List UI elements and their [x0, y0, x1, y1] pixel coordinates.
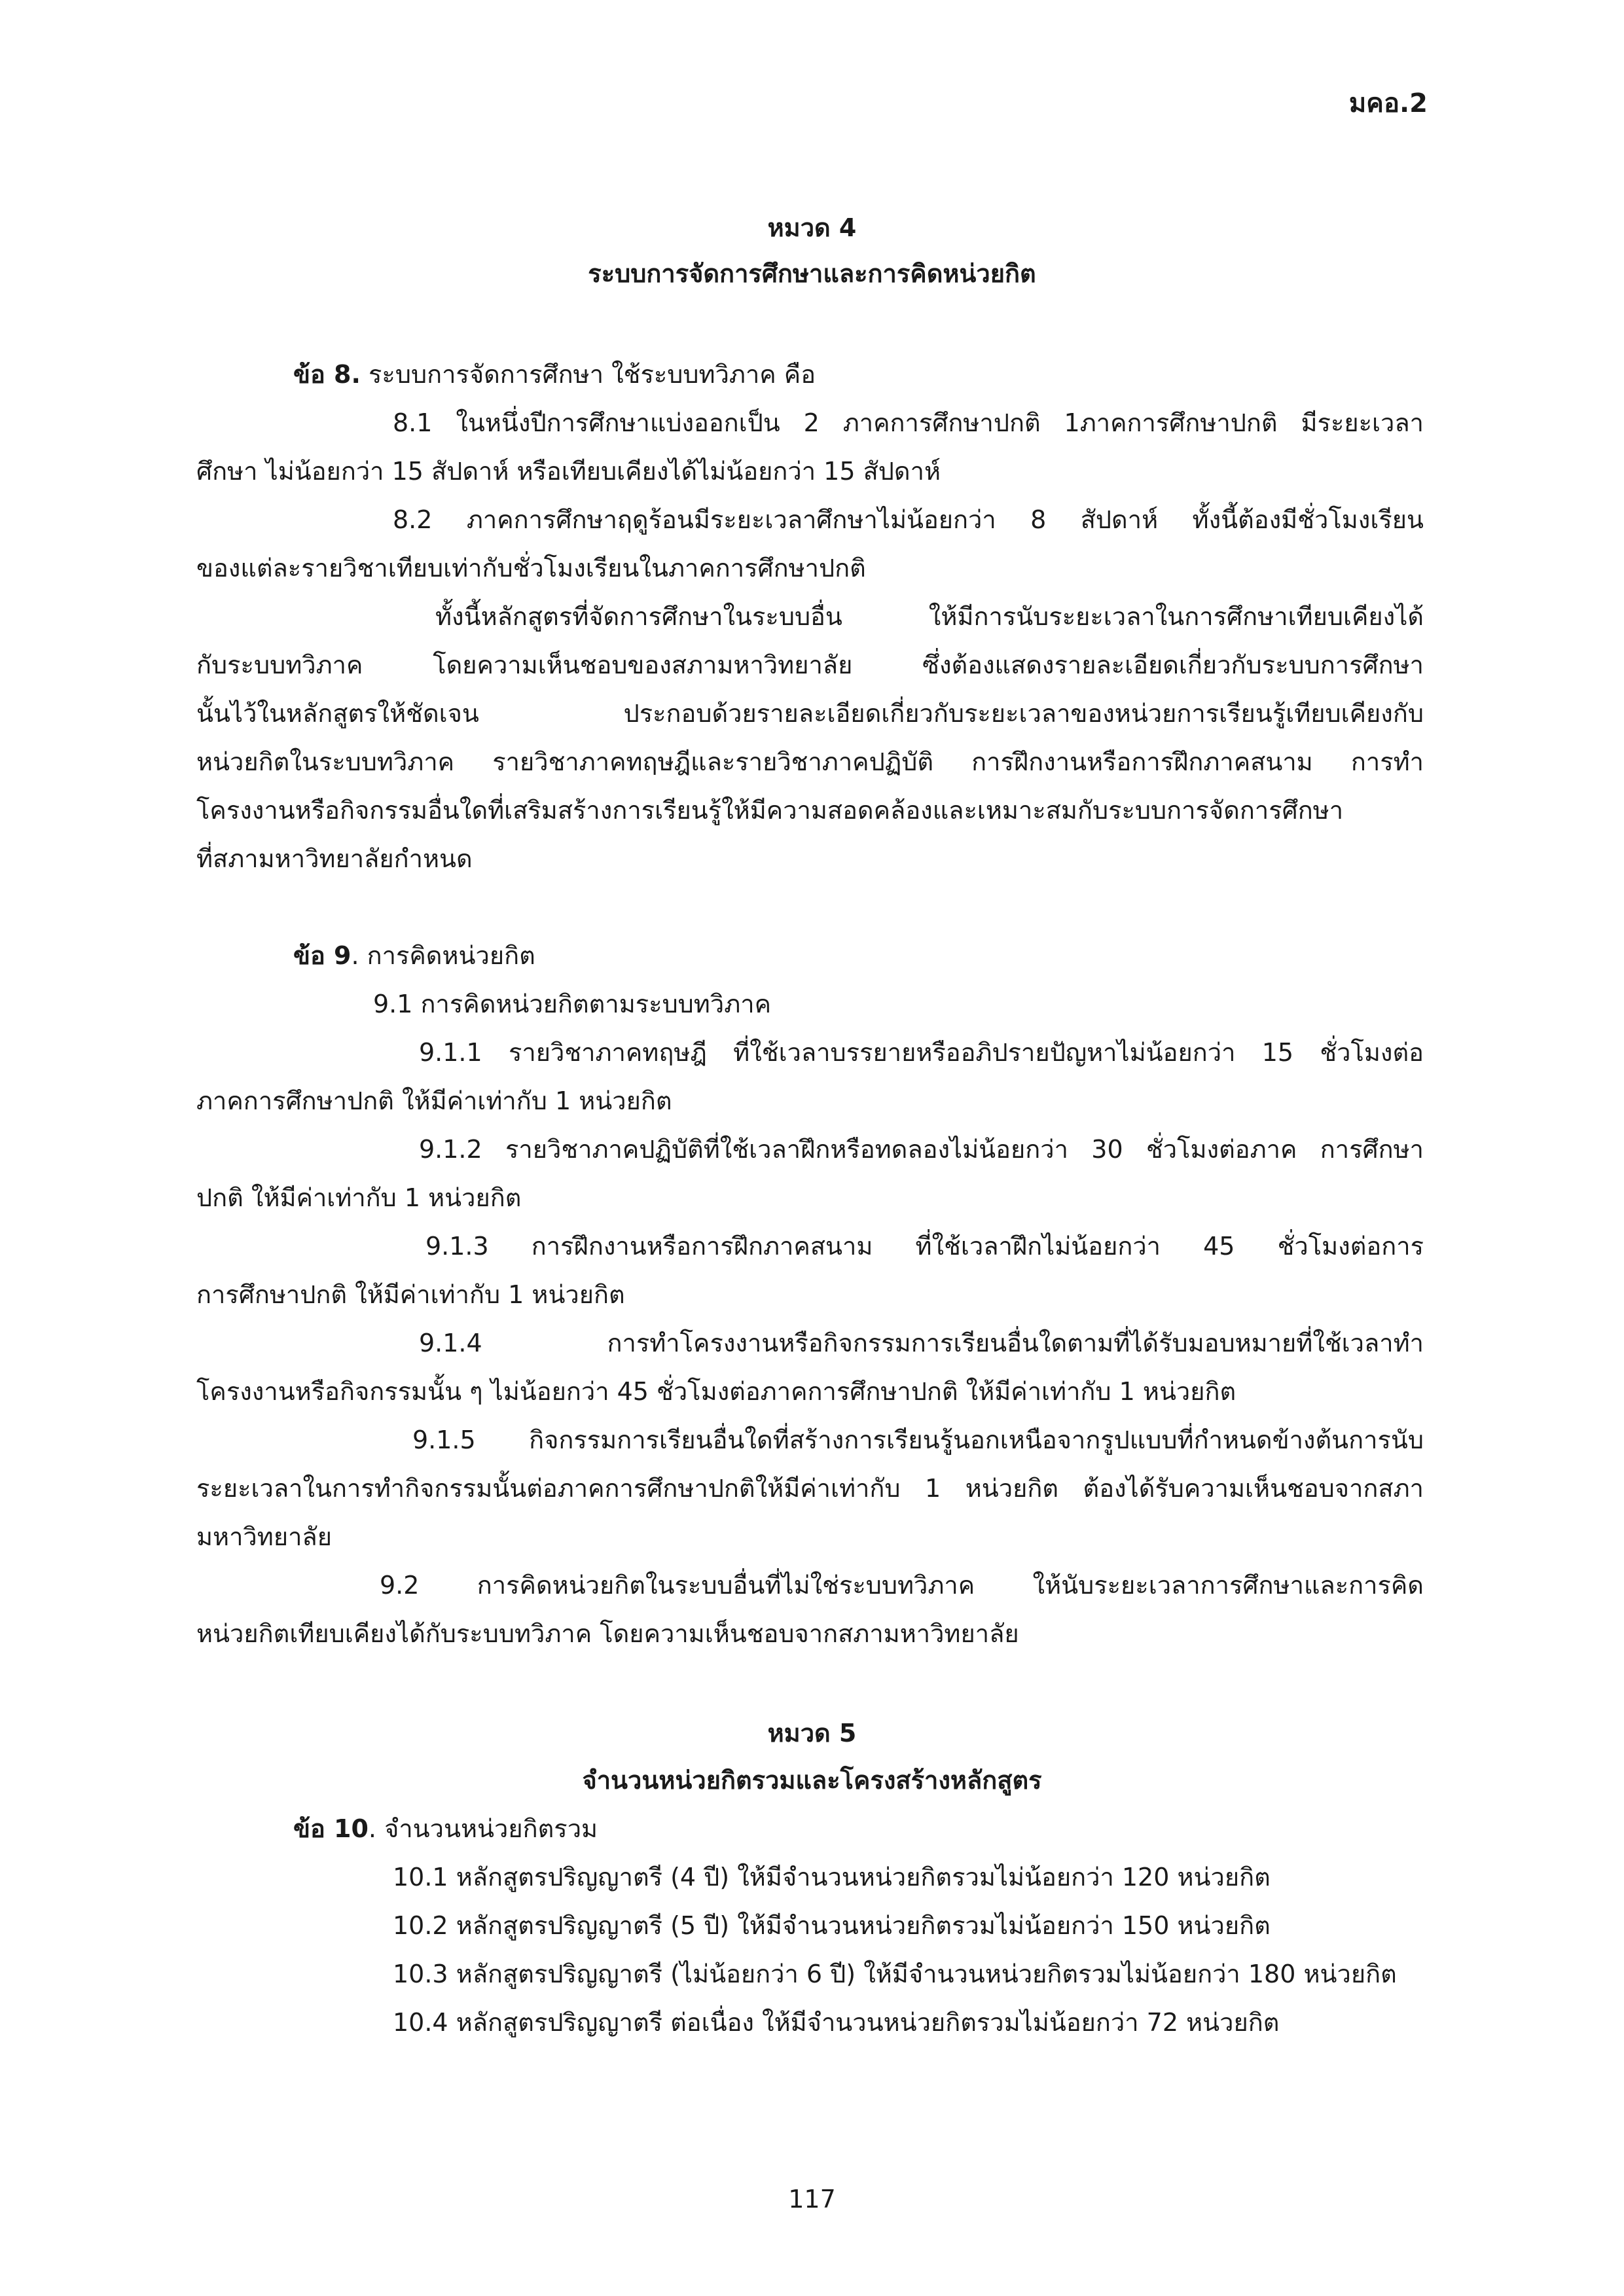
- list-item-10-1: 10.1 หลักสูตรปริญญาตรี (4 ปี) ให้มีจำนวนหน่วยกิตรวมไม่น้อยกว่า 120 หน่วยกิต: [393, 1863, 1271, 1892]
- clause-9-label: ข้อ 9: [293, 941, 352, 970]
- para-9-1-1-line2: ภาคการศึกษาปกติ ให้มีค่าเท่ากับ 1 หน่วยกิต: [196, 1086, 672, 1115]
- clause-9: [293, 936, 535, 975]
- clause-8: [293, 355, 816, 394]
- para-9-1-3-line1: 9.1.3 การฝึกงานหรือการฝึกภาคสนาม ที่ใช้เวลาฝึกไม่น้อยกว่า 45 ชั่วโมงต่อการ: [425, 1232, 1424, 1261]
- clause-8-label: ข้อ 8.: [293, 360, 361, 389]
- list-item-10-2: 10.2 หลักสูตรปริญญาตรี (5 ปี) ให้มีจำนวนหน่วยกิตรวมไม่น้อยกว่า 150 หน่วยกิต: [393, 1911, 1271, 1940]
- section-4-title: ระบบการจัดการศึกษาและการคิดหน่วยกิต: [588, 259, 1036, 288]
- para-9-1-1-line1: 9.1.1 รายวิชาภาคทฤษฎี ที่ใช้เวลาบรรยายหรืออภิปรายปัญหาไม่น้อยกว่า 15 ชั่วโมงต่อ: [419, 1038, 1424, 1067]
- list-item-10-4: 10.4 หลักสูตรปริญญาตรี ต่อเนื่อง ให้มีจำนวนหน่วยกิตรวมไม่น้อยกว่า 72 หน่วยกิต: [393, 2008, 1280, 2037]
- para-9-1-2-line2: ปกติ ให้มีค่าเท่ากับ 1 หน่วยกิต: [196, 1183, 522, 1212]
- para-8-1-line1: 8.1 ในหนึ่งปีการศึกษาแบ่งออกเป็น 2 ภาคการศึกษาปกติ 1ภาคการศึกษาปกติ มีระยะเวลา: [393, 408, 1424, 437]
- para-other-system-line4: หน่วยกิตในระบบทวิภาค รายวิชาภาคทฤษฎีและรายวิชาภาคปฏิบัติ การฝึกงานหรือการฝึกภาคสนาม การทำ: [196, 747, 1424, 776]
- para-9-1-5-line1: 9.1.5 กิจกรรมการเรียนอื่นใดที่สร้างการเรียนรู้นอกเหนือจากรูปแบบที่กำหนดข้างต้นการนับ: [412, 1426, 1424, 1454]
- clause-10-label: ข้อ 10: [293, 1814, 369, 1843]
- list-item-10-3: 10.3 หลักสูตรปริญญาตรี (ไม่น้อยกว่า 6 ปี) ให้มีจำนวนหน่วยกิตรวมไม่น้อยกว่า 180 หน่วยกิต: [393, 1960, 1397, 1988]
- section-4-heading: หมวด 4: [767, 213, 857, 242]
- clause-9-text: . การคิดหน่วยกิต: [351, 941, 535, 970]
- para-9-1-5-line3: มหาวิทยาลัย: [196, 1522, 332, 1551]
- para-9-1-3-line2: การศึกษาปกติ ให้มีค่าเท่ากับ 1 หน่วยกิต: [196, 1280, 625, 1309]
- para-9-1-4-line1: 9.1.4 การทำโครงงานหรือกิจกรรมการเรียนอื่นใดตามที่ได้รับมอบหมายที่ใช้เวลาทำ: [419, 1329, 1424, 1357]
- para-8-2-line1: 8.2 ภาคการศึกษาฤดูร้อนมีระยะเวลาศึกษาไม่น้อยกว่า 8 สัปดาห์ ทั้งนี้ต้องมีชั่วโมงเรียน: [393, 505, 1424, 534]
- para-8-2-line2: ของแต่ละรายวิชาเทียบเท่ากับชั่วโมงเรียนในภาคการศึกษาปกติ: [196, 554, 866, 583]
- section-5-title: จำนวนหน่วยกิตรวมและโครงสร้างหลักสูตร: [582, 1766, 1042, 1795]
- section-5-heading: หมวด 5: [767, 1719, 857, 1748]
- para-9-2-line2: หน่วยกิตเทียบเคียงได้กับระบบทวิภาค โดยความเห็นชอบจากสภามหาวิทยาลัย: [196, 1619, 1019, 1648]
- para-other-system-line3: นั้นไว้ในหลักสูตรให้ชัดเจน ประกอบด้วยรายละเอียดเกี่ยวกับระยะเวลาของหน่วยการเรียนรู้เทียบเคียงกับ: [196, 699, 1424, 728]
- document-code: มคอ.2: [1348, 88, 1428, 118]
- para-9-1: 9.1 การคิดหน่วยกิตตามระบบทวิภาค: [373, 990, 771, 1018]
- para-9-1-2-line1: 9.1.2 รายวิชาภาคปฏิบัติที่ใช้เวลาฝึกหรือทดลองไม่น้อยกว่า 30 ชั่วโมงต่อภาค การศึกษา: [419, 1135, 1424, 1164]
- para-8-1-line2: ศึกษา ไม่น้อยกว่า 15 สัปดาห์ หรือเทียบเคียงได้ไม่น้อยกว่า 15 สัปดาห์: [196, 457, 941, 486]
- clause-10-text: . จำนวนหน่วยกิตรวม: [368, 1814, 598, 1843]
- para-other-system-line6: ที่สภามหาวิทยาลัยกำหนด: [196, 844, 473, 873]
- clause-8-text: ระบบการจัดการศึกษา ใช้ระบบทวิภาค คือ: [369, 360, 816, 389]
- para-9-2-line1: 9.2 การคิดหน่วยกิตในระบบอื่นที่ไม่ใช่ระบบทวิภาค ให้นับระยะเวลาการศึกษาและการคิด: [380, 1571, 1424, 1600]
- para-other-system-line2: กับระบบทวิภาค โดยความเห็นชอบของสภามหาวิทยาลัย ซึ่งต้องแสดงรายละเอียดเกี่ยวกับระบบการศึกษา: [196, 651, 1424, 679]
- page-number: 117: [788, 2185, 836, 2214]
- para-other-system-line1: ทั้งนี้หลักสูตรที่จัดการศึกษาในระบบอื่น ให้มีการนับระยะเวลาในการศึกษาเทียบเคียงได้: [435, 602, 1424, 631]
- para-9-1-4-line2: โครงงานหรือกิจกรรมนั้น ๆ ไม่น้อยกว่า 45 ชั่วโมงต่อภาคการศึกษาปกติ ให้มีค่าเท่ากับ 1 หน่วยกิต: [196, 1377, 1236, 1406]
- para-9-1-5-line2: ระยะเวลาในการทำกิจกรรมนั้นต่อภาคการศึกษาปกติให้มีค่าเท่ากับ 1 หน่วยกิต ต้องได้รับความเห็นชอบจากสภา: [196, 1474, 1424, 1503]
- para-other-system-line5: โครงงานหรือกิจกรรมอื่นใดที่เสริมสร้างการเรียนรู้ให้มีความสอดคล้องและเหมาะสมกับระบบการจัดการศึกษา: [196, 796, 1344, 825]
- clause-10: [293, 1809, 598, 1848]
